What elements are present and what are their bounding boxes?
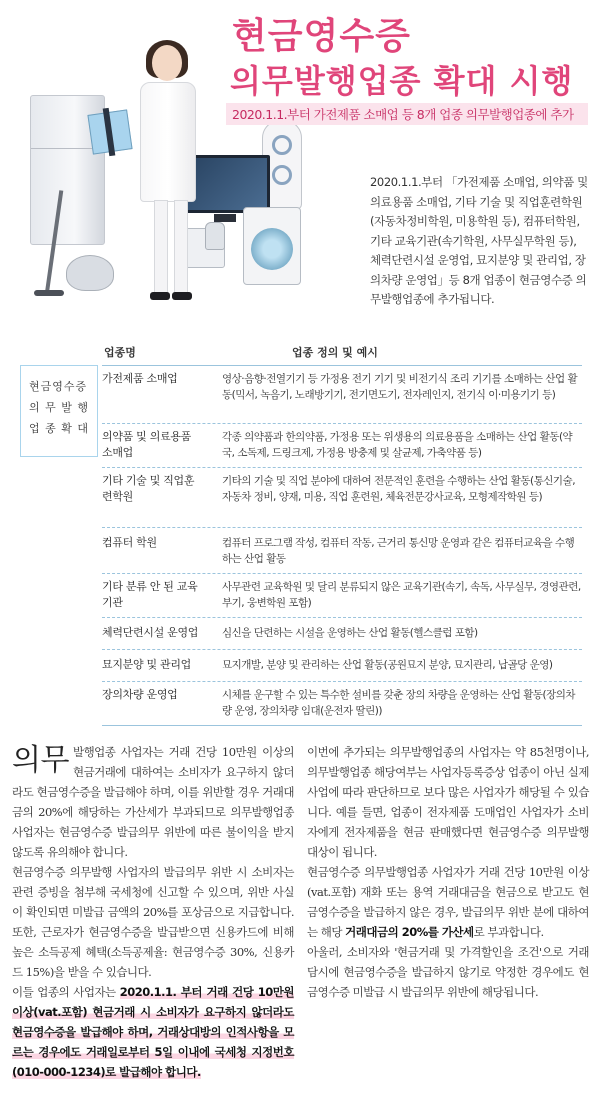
row-industry-desc: 심신을 단련하는 시설을 운영하는 산업 활동(헬스클럽 포함) <box>222 627 478 639</box>
row-industry-name: 가전제품 소매업 <box>102 372 178 385</box>
row-industry-name: 의약품 및 의료용품 소매업 <box>102 430 192 459</box>
air-purifier-ring <box>272 165 292 185</box>
industry-table <box>12 338 592 728</box>
row-industry-desc: 영상·음향·전열기기 등 가정용 전기 기기 및 비전기식 조리 기기를 소매하는 산업 활동(믹서, 녹음기, 노래방기기, 전기면도기, 전자레인지, 전기식 이·미용기기 등) <box>222 373 578 401</box>
body-paragraph: 이번에 추가되는 의무발행업종의 사업자는 약 85천명이나, 의무발행업종 해당여부는 사업자등록증상 업종이 아닌 실제 사업에 따라 판단하므로 보다 많은 사업자가 해당될 수 있습니다. 예를 들면, 업종이 전자제품 도매업인 사업자가 소비자에게 전자제품을 현금 판매했다면 현금영수증 의무발행 대상이 됩니다. <box>307 745 589 859</box>
page-title-line1: 현금영수증 <box>232 16 411 57</box>
row-group-label-text: 현금영수증 의 무 발 행 업 종 확 대 <box>29 380 89 435</box>
table-divider <box>102 649 582 650</box>
row-industry-desc: 각종 의약품과 한의약품, 가정용 또는 위생용의 의료용품을 소매하는 산업 활동(약국, 소독제, 드링크제, 가정용 방충제 및 살균제, 가축약품 등) <box>222 431 573 459</box>
table-divider <box>102 527 582 528</box>
row-industry-name: 기타 기술 및 직업훈련학원 <box>102 474 195 503</box>
vacuum-head-illustration <box>34 290 64 296</box>
model-face <box>152 45 182 81</box>
body-text: 로 부과합니다. <box>473 925 544 939</box>
table-divider <box>102 365 582 366</box>
model-leg <box>154 200 168 295</box>
tv-stand-illustration <box>214 214 236 222</box>
air-purifier-ring <box>272 135 292 155</box>
row-industry-name: 장의차량 운영업 <box>102 688 178 701</box>
model-shoe <box>150 292 170 300</box>
model-jacket <box>140 82 196 202</box>
row-industry-desc: 묘지개발, 분양 및 관리하는 산업 활동(공원묘지 분양, 묘지관리, 납골당 운영) <box>222 659 553 671</box>
body-paragraph <box>12 742 294 862</box>
row-industry-desc: 시체를 운구할 수 있는 특수한 설비를 갖춘 장의 차량을 운영하는 산업 활동(장의차량 운영, 장의차량 임대(운전자 딸린)) <box>222 689 576 717</box>
table-row-group-label <box>20 365 98 457</box>
subtitle: 2020.1.1.부터 가전제품 소매업 등 8개 업종 의무발행업종에 추가 <box>232 107 574 122</box>
vacuum-body-illustration <box>66 255 114 291</box>
row-industry-name: 기타 분류 안 된 교육기관 <box>102 580 198 609</box>
body-column-right <box>307 742 589 1002</box>
table-divider <box>102 725 582 726</box>
washing-machine-door <box>251 228 293 270</box>
body-text: 발행업종 사업자는 거래 건당 10만원 이상의 현금거래에 대하여는 소비자가 요구하지 않더라도 현금영수증을 발급해야 하며, 이를 위반할 경우 거래대금의 20%에 해당하는 가산세가 부과되므로 의무발행업종 사업자는 현금영수증 발급의무 위반에 따른 불이익을 받지 않도록 유의해야 합니다. <box>12 745 294 859</box>
table-divider <box>102 423 582 424</box>
hero-banner <box>0 0 600 325</box>
table-divider <box>102 573 582 574</box>
table-divider <box>102 681 582 682</box>
body-paragraph <box>307 862 589 942</box>
body-paragraph: 현금영수증 의무발행 사업자의 발급의무 위반 시 소비자는 관련 증빙을 첨부해 국세청에 신고할 수 있으며, 위반 사실이 확인되면 미발급 금액의 20%를 포상금으로 지급합니다. 또한, 근로자가 현금영수증을 발급받으면 신용카드에 비해 높은 소득공제 혜택(소득공제율: 현금영수증 30%, 신용카드 15%)을 받을 수 있습니다. <box>12 865 294 979</box>
body-paragraph <box>12 982 294 1082</box>
body-column-left <box>12 742 294 1082</box>
table-header-name: 업종명 <box>104 346 136 359</box>
dropcap: 의무 <box>12 743 69 778</box>
bold-text: 거래대금의 20%를 가산세 <box>345 925 474 939</box>
page-title-line2: 의무발행업종 확대 시행 <box>230 62 574 100</box>
body-text: 이들 업종의 사업자는 <box>12 985 120 999</box>
kettle-illustration <box>205 222 225 250</box>
intro-paragraph: 2020.1.1.부터 「가전제품 소매업, 의약품 및 의료용품 소매업, 기타 기술 및 직업훈련학원(자동차정비학원, 미용학원 등), 컴퓨터학원, 기타 교육기관(속기학원, 사무실무학원 등), 체력단련시설 운영업, 묘지분양 및 관리업, 장의차량 운영업」등 8개 업종이 현금영수증 의무발행업종에 추가됩니다. <box>370 175 588 306</box>
table-divider <box>102 617 582 618</box>
model-shoe <box>172 292 192 300</box>
highlighted-text: 2020.1.1. 부터 거래 건당 10만원 이상(vat.포함) 현금거래 시 소비자가 요구하지 않더라도 현금영수증을 발급해야 하며, 거래상대방의 인적사항을 모르는 경우에도 거래일로부터 5일 이내에 국세청 지정번호(010-000-1234)로 발급해야 합니다. <box>12 985 294 1079</box>
row-industry-name: 묘지분양 및 관리업 <box>102 658 192 671</box>
row-industry-name: 체력단련시설 운영업 <box>102 626 199 639</box>
table-header-desc: 업종 정의 및 예시 <box>292 346 378 359</box>
table-divider <box>102 467 582 468</box>
row-industry-desc: 기타의 기술 및 직업 분야에 대하여 전문적인 훈련을 수행하는 산업 활동(통신기술, 자동차 정비, 양재, 미용, 직업 훈련원, 체육전문강사교육, 모형제작학원 등) <box>222 475 576 503</box>
model-leg <box>174 200 188 295</box>
row-industry-desc: 컴퓨터 프로그램 작성, 컴퓨터 작동, 근거리 통신망 운영과 같은 컴퓨터교육을 수행하는 산업 활동 <box>222 537 575 565</box>
body-paragraph: 아울러, 소비자와 '현금거래 및 가격할인을 조건'으로 거래담시에 현금영수증을 발급하지 않기로 약정한 경우에도 현금영수증 미발급 시 발급의무 위반에 해당됩니다. <box>307 945 589 999</box>
row-industry-desc: 사무관련 교육학원 및 달리 분류되지 않은 교육기관(속기, 속독, 사무실무, 경영관련, 부기, 웅변학원 포함) <box>222 581 581 609</box>
body-text: 현금영수증 의무발행업종 사업자가 거래 건당 10만원 이상(vat.포함) 재화 또는 용역 거래대금을 현금으로 받고도 현금영수증을 발급하지 않은 경우, 발급의무 위반 분에 대하여는 해당 <box>307 865 589 939</box>
row-industry-name: 컴퓨터 학원 <box>102 536 157 549</box>
